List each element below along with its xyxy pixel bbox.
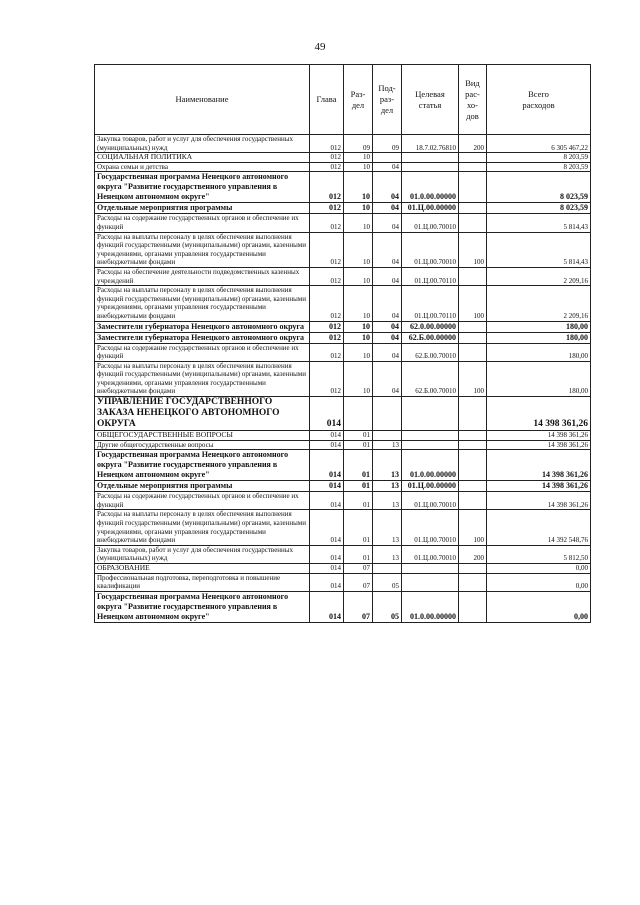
cell-name: Заместители губернатора Ненецкого автономного округа xyxy=(95,332,310,343)
cell-razdel: 07 xyxy=(344,573,373,591)
cell-target: 62.Б.00.70010 xyxy=(402,361,459,396)
cell-razdel: 01 xyxy=(344,510,373,545)
cell-podrazdel: 04 xyxy=(373,332,402,343)
cell-total: 14 392 548,76 xyxy=(487,510,591,545)
cell-vid xyxy=(459,153,487,163)
cell-glava: 012 xyxy=(310,321,344,332)
cell-glava: 014 xyxy=(310,510,344,545)
cell-vid: 100 xyxy=(459,286,487,321)
cell-podrazdel: 04 xyxy=(373,214,402,232)
cell-razdel: 07 xyxy=(344,564,373,574)
cell-glava: 014 xyxy=(310,481,344,492)
cell-razdel: 01 xyxy=(344,545,373,563)
cell-target: 01.Ц.00.70110 xyxy=(402,267,459,285)
table-row xyxy=(95,232,591,267)
cell-vid xyxy=(459,431,487,441)
cell-podrazdel: 04 xyxy=(373,286,402,321)
cell-target: 01.Ц.00.70010 xyxy=(402,214,459,232)
cell-razdel: 10 xyxy=(344,162,373,172)
cell-name: Расходы на выплаты персоналу в целях обеспечения выполнения функций государственными (муниципальными) органами, казенными учреждениями, органами управления государственными внебюджетными фондами xyxy=(95,361,310,396)
cell-target: 62.Б.00.00000 xyxy=(402,332,459,343)
cell-glava: 012 xyxy=(310,162,344,172)
cell-razdel: 10 xyxy=(344,343,373,361)
cell-razdel: 01 xyxy=(344,481,373,492)
cell-podrazdel: 13 xyxy=(373,440,402,450)
cell-podrazdel: 09 xyxy=(373,135,402,153)
cell-podrazdel: 04 xyxy=(373,321,402,332)
table-row xyxy=(95,162,591,172)
cell-podrazdel: 13 xyxy=(373,450,402,481)
cell-glava: 014 xyxy=(310,431,344,441)
table-row xyxy=(95,492,591,510)
header-name: Наименование xyxy=(95,65,310,135)
cell-glava: 014 xyxy=(310,397,344,431)
table-row xyxy=(95,481,591,492)
table-row xyxy=(95,135,591,153)
cell-glava: 012 xyxy=(310,153,344,163)
cell-glava: 014 xyxy=(310,450,344,481)
cell-vid xyxy=(459,321,487,332)
cell-target xyxy=(402,397,459,431)
cell-name: Расходы на обеспечение деятельности подведомственных казенных учреждений xyxy=(95,267,310,285)
cell-name: Государственная программа Ненецкого автономного округа "Развитие государственного управления в Ненецком автономном округе" xyxy=(95,172,310,203)
cell-vid: 200 xyxy=(459,135,487,153)
cell-razdel: 01 xyxy=(344,492,373,510)
cell-target: 01.Ц.00.70110 xyxy=(402,286,459,321)
cell-total: 8 203,59 xyxy=(487,162,591,172)
cell-total: 2 209,16 xyxy=(487,286,591,321)
table-row xyxy=(95,573,591,591)
cell-glava: 012 xyxy=(310,267,344,285)
table-row xyxy=(95,397,591,431)
cell-glava: 014 xyxy=(310,492,344,510)
cell-vid xyxy=(459,267,487,285)
header-total: Всего расходов xyxy=(487,65,591,135)
cell-total: 14 398 361,26 xyxy=(487,492,591,510)
cell-target: 01.Ц.00.70010 xyxy=(402,232,459,267)
cell-total: 14 398 361,26 xyxy=(487,431,591,441)
cell-vid xyxy=(459,172,487,203)
cell-razdel: 10 xyxy=(344,153,373,163)
cell-target: 01.Ц.00.00000 xyxy=(402,481,459,492)
cell-total: 180,00 xyxy=(487,321,591,332)
cell-podrazdel: 04 xyxy=(373,267,402,285)
cell-glava: 012 xyxy=(310,332,344,343)
cell-target: 01.Ц.00.70010 xyxy=(402,492,459,510)
cell-name: Расходы на выплаты персоналу в целях обеспечения выполнения функций государственными (муниципальными) органами, казенными учреждениями, органами управления государственными внебюджетными фондами xyxy=(95,232,310,267)
cell-razdel: 10 xyxy=(344,286,373,321)
cell-vid: 100 xyxy=(459,361,487,396)
cell-podrazdel xyxy=(373,564,402,574)
cell-target: 01.0.00.00000 xyxy=(402,450,459,481)
cell-total: 180,00 xyxy=(487,332,591,343)
table-row xyxy=(95,321,591,332)
cell-podrazdel: 13 xyxy=(373,510,402,545)
cell-total: 14 398 361,26 xyxy=(487,397,591,431)
cell-name: Заместители губернатора Ненецкого автономного округа xyxy=(95,321,310,332)
cell-razdel: 09 xyxy=(344,135,373,153)
table-row xyxy=(95,332,591,343)
cell-razdel: 10 xyxy=(344,203,373,214)
cell-total: 0,00 xyxy=(487,591,591,622)
cell-vid xyxy=(459,591,487,622)
cell-razdel: 10 xyxy=(344,232,373,267)
cell-total: 6 305 467,22 xyxy=(487,135,591,153)
cell-target: 62.Б.00.70010 xyxy=(402,343,459,361)
cell-razdel: 10 xyxy=(344,172,373,203)
cell-name: Закупка товаров, работ и услуг для обеспечения государственных (муниципальных) нужд xyxy=(95,545,310,563)
cell-total: 2 209,16 xyxy=(487,267,591,285)
table-row xyxy=(95,214,591,232)
cell-name: Закупка товаров, работ и услуг для обеспечения государственных (муниципальных) нужд xyxy=(95,135,310,153)
cell-glava: 014 xyxy=(310,573,344,591)
cell-total: 180,00 xyxy=(487,343,591,361)
budget-table xyxy=(94,64,591,623)
cell-name: Расходы на содержание государственных органов и обеспечение их функций xyxy=(95,492,310,510)
cell-vid xyxy=(459,481,487,492)
table-row xyxy=(95,172,591,203)
cell-target: 01.0.00.00000 xyxy=(402,172,459,203)
cell-podrazdel xyxy=(373,153,402,163)
header-vid: Вид рас- хо- дов xyxy=(459,65,487,135)
table-row xyxy=(95,431,591,441)
cell-glava: 014 xyxy=(310,591,344,622)
cell-podrazdel: 13 xyxy=(373,545,402,563)
table-row xyxy=(95,153,591,163)
table-row xyxy=(95,591,591,622)
table-row xyxy=(95,286,591,321)
cell-total: 8 203,59 xyxy=(487,153,591,163)
cell-name: Расходы на выплаты персоналу в целях обеспечения выполнения функций государственными (муниципальными) органами, казенными учреждениями, органами управления государственными внебюджетными фондами xyxy=(95,286,310,321)
page-number: 49 xyxy=(314,41,326,53)
cell-glava: 014 xyxy=(310,440,344,450)
cell-glava: 012 xyxy=(310,343,344,361)
cell-target xyxy=(402,564,459,574)
cell-name: Расходы на выплаты персоналу в целях обеспечения выполнения функций государственными (муниципальными) органами, казенными учреждениями, органами управления государственными внебюджетными фондами xyxy=(95,510,310,545)
cell-glava: 012 xyxy=(310,214,344,232)
cell-razdel: 10 xyxy=(344,214,373,232)
cell-podrazdel: 13 xyxy=(373,481,402,492)
cell-glava: 012 xyxy=(310,172,344,203)
cell-target xyxy=(402,153,459,163)
cell-vid: 100 xyxy=(459,232,487,267)
cell-vid xyxy=(459,440,487,450)
cell-name: Государственная программа Ненецкого автономного округа "Развитие государственного управления в Ненецком автономном округе" xyxy=(95,591,310,622)
cell-glava: 012 xyxy=(310,286,344,321)
cell-razdel: 10 xyxy=(344,332,373,343)
header-razdel: Раз- дел xyxy=(344,65,373,135)
cell-target xyxy=(402,162,459,172)
table-row xyxy=(95,440,591,450)
header-target: Целевая статья xyxy=(402,65,459,135)
cell-razdel: 01 xyxy=(344,431,373,441)
table-row xyxy=(95,545,591,563)
cell-razdel: 10 xyxy=(344,267,373,285)
cell-name: Отдельные мероприятия программы xyxy=(95,481,310,492)
cell-podrazdel: 04 xyxy=(373,232,402,267)
cell-target xyxy=(402,440,459,450)
cell-vid xyxy=(459,162,487,172)
cell-total: 14 398 361,26 xyxy=(487,450,591,481)
cell-vid xyxy=(459,332,487,343)
cell-vid xyxy=(459,564,487,574)
cell-vid xyxy=(459,492,487,510)
cell-name: СОЦИАЛЬНАЯ ПОЛИТИКА xyxy=(95,153,310,163)
cell-total: 5 814,43 xyxy=(487,232,591,267)
cell-vid xyxy=(459,343,487,361)
cell-podrazdel: 04 xyxy=(373,162,402,172)
cell-total: 8 023,59 xyxy=(487,172,591,203)
cell-vid xyxy=(459,573,487,591)
cell-name: УПРАВЛЕНИЕ ГОСУДАРСТВЕННОГО ЗАКАЗА НЕНЕЦКОГО АВТОНОМНОГО ОКРУГА xyxy=(95,397,310,431)
cell-razdel: 01 xyxy=(344,440,373,450)
cell-target: 01.Ц.00.70010 xyxy=(402,545,459,563)
cell-target: 01.Ц.00.70010 xyxy=(402,510,459,545)
cell-glava: 012 xyxy=(310,135,344,153)
cell-total: 0,00 xyxy=(487,573,591,591)
table-row xyxy=(95,450,591,481)
cell-razdel: 10 xyxy=(344,321,373,332)
cell-total: 14 398 361,26 xyxy=(487,481,591,492)
header-podrazdel: Под- раз- дел xyxy=(373,65,402,135)
cell-vid xyxy=(459,203,487,214)
cell-target: 62.0.00.00000 xyxy=(402,321,459,332)
cell-podrazdel xyxy=(373,431,402,441)
cell-total: 5 812,50 xyxy=(487,545,591,563)
cell-razdel: 01 xyxy=(344,450,373,481)
table-row xyxy=(95,564,591,574)
cell-podrazdel xyxy=(373,397,402,431)
cell-glava: 012 xyxy=(310,232,344,267)
cell-name: Профессиональная подготовка, переподготовка и повышение квалификации xyxy=(95,573,310,591)
cell-podrazdel: 05 xyxy=(373,573,402,591)
cell-total: 180,00 xyxy=(487,361,591,396)
cell-glava: 012 xyxy=(310,361,344,396)
cell-target: 18.7.02.76810 xyxy=(402,135,459,153)
table-row xyxy=(95,343,591,361)
cell-name: Другие общегосударственные вопросы xyxy=(95,440,310,450)
cell-target xyxy=(402,431,459,441)
cell-target xyxy=(402,573,459,591)
cell-podrazdel: 04 xyxy=(373,203,402,214)
cell-podrazdel: 13 xyxy=(373,492,402,510)
cell-podrazdel: 04 xyxy=(373,172,402,203)
cell-name: ОБЩЕГОСУДАРСТВЕННЫЕ ВОПРОСЫ xyxy=(95,431,310,441)
header-glava: Глава xyxy=(310,65,344,135)
cell-target: 01.Ц.00.00000 xyxy=(402,203,459,214)
cell-razdel xyxy=(344,397,373,431)
table-row xyxy=(95,361,591,396)
table-row xyxy=(95,510,591,545)
cell-vid: 100 xyxy=(459,510,487,545)
table-row xyxy=(95,203,591,214)
cell-total: 5 814,43 xyxy=(487,214,591,232)
cell-name: Государственная программа Ненецкого автономного округа "Развитие государственного управления в Ненецком автономном округе" xyxy=(95,450,310,481)
cell-total: 8 023,59 xyxy=(487,203,591,214)
table-header-row xyxy=(95,65,591,135)
cell-vid xyxy=(459,450,487,481)
cell-glava: 014 xyxy=(310,545,344,563)
cell-podrazdel: 05 xyxy=(373,591,402,622)
cell-name: Расходы на содержание государственных органов и обеспечение их функций xyxy=(95,214,310,232)
cell-vid xyxy=(459,214,487,232)
cell-total: 0,00 xyxy=(487,564,591,574)
cell-razdel: 10 xyxy=(344,361,373,396)
cell-vid: 200 xyxy=(459,545,487,563)
cell-glava: 012 xyxy=(310,203,344,214)
cell-podrazdel: 04 xyxy=(373,361,402,396)
cell-podrazdel: 04 xyxy=(373,343,402,361)
cell-total: 14 398 361,26 xyxy=(487,440,591,450)
cell-name: Охрана семьи и детства xyxy=(95,162,310,172)
cell-vid xyxy=(459,397,487,431)
cell-target: 01.0.00.00000 xyxy=(402,591,459,622)
cell-name: Отдельные мероприятия программы xyxy=(95,203,310,214)
cell-razdel: 07 xyxy=(344,591,373,622)
cell-glava: 014 xyxy=(310,564,344,574)
cell-name: Расходы на содержание государственных органов и обеспечение их функций xyxy=(95,343,310,361)
cell-name: ОБРАЗОВАНИЕ xyxy=(95,564,310,574)
table-row xyxy=(95,267,591,285)
